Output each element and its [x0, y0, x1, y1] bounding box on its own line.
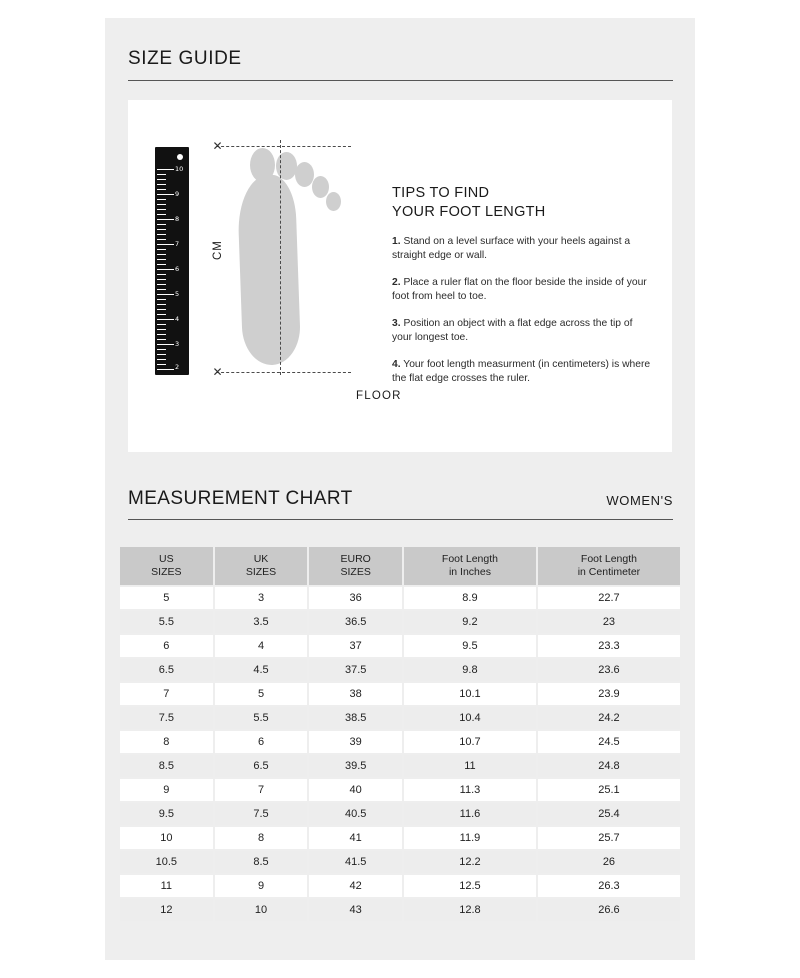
table-body	[120, 587, 680, 921]
cell-inches: 11.6	[404, 803, 536, 825]
column-header-inches	[404, 547, 536, 585]
table-row	[120, 803, 680, 825]
cell-uk: 7	[215, 779, 308, 801]
header-line: SIZES	[340, 566, 371, 578]
cell-euro: 39.5	[309, 755, 402, 777]
ruler-number: 8	[175, 215, 180, 223]
cell-centimeter: 25.7	[538, 827, 680, 849]
tip-step-text	[392, 276, 654, 304]
cell-centimeter: 23.3	[538, 635, 680, 657]
cell-euro: 37.5	[309, 659, 402, 681]
cell-inches: 9.2	[404, 611, 536, 633]
tips-heading	[392, 184, 654, 222]
measurement-chart-header	[128, 488, 673, 520]
cell-inches: 12.5	[404, 875, 536, 897]
measurement-chart-divider	[128, 519, 673, 520]
cell-uk: 7.5	[215, 803, 308, 825]
top-dashed-guide	[216, 146, 351, 147]
toe	[326, 192, 341, 211]
cell-us: 5	[120, 587, 213, 609]
tip-step-body: Your foot length measurment (in centimeters) is where the flat edge crosses the ruler.	[392, 359, 651, 384]
cell-us: 12	[120, 899, 213, 921]
column-header-euro	[309, 547, 402, 585]
cell-uk: 5.5	[215, 707, 308, 729]
table-row	[120, 635, 680, 657]
table-row	[120, 731, 680, 753]
header-line: Foot Length	[441, 553, 498, 565]
header-line: EURO	[340, 553, 371, 565]
column-header-uk	[215, 547, 308, 585]
header-line: US	[159, 553, 174, 565]
cell-centimeter: 25.1	[538, 779, 680, 801]
tip-step-text	[392, 317, 654, 345]
tip-step	[392, 358, 654, 386]
cell-euro: 38	[309, 683, 402, 705]
tip-step-text	[392, 358, 654, 386]
cell-centimeter: 23.6	[538, 659, 680, 681]
cell-centimeter: 24.2	[538, 707, 680, 729]
table-row	[120, 707, 680, 729]
cm-axis-label: CM	[212, 240, 224, 260]
size-guide-divider	[128, 80, 673, 81]
cell-euro: 40.5	[309, 803, 402, 825]
ruler-number: 5	[175, 290, 180, 298]
size-guide-title: SIZE GUIDE	[128, 48, 242, 69]
ruler-number: 3	[175, 340, 180, 348]
cell-uk: 4	[215, 635, 308, 657]
ruler-number: 6	[175, 265, 180, 273]
cell-inches: 10.4	[404, 707, 536, 729]
tip-step	[392, 276, 654, 304]
cell-uk: 3	[215, 587, 308, 609]
measurement-chart-title: MEASUREMENT CHART	[128, 488, 353, 509]
cell-inches: 11	[404, 755, 536, 777]
ruler-icon	[155, 147, 189, 375]
tips-heading-line1: TIPS TO FIND	[392, 185, 490, 201]
ruler-number: 10	[175, 165, 184, 173]
table-head	[120, 547, 680, 585]
cell-euro: 36.5	[309, 611, 402, 633]
toe	[312, 176, 329, 198]
cell-euro: 37	[309, 635, 402, 657]
cell-euro: 40	[309, 779, 402, 801]
table-row	[120, 659, 680, 681]
ruler-number: 7	[175, 240, 180, 248]
header-line: Foot Length	[580, 553, 637, 565]
cell-euro: 41.5	[309, 851, 402, 873]
ruler-number: 9	[175, 190, 180, 198]
cell-us: 10	[120, 827, 213, 849]
cell-uk: 6	[215, 731, 308, 753]
ruler-ticks	[155, 147, 189, 375]
cell-centimeter: 24.8	[538, 755, 680, 777]
cell-inches: 11.3	[404, 779, 536, 801]
cell-us: 7.5	[120, 707, 213, 729]
cell-uk: 4.5	[215, 659, 308, 681]
table-row	[120, 779, 680, 801]
cell-inches: 12.8	[404, 899, 536, 921]
table-row	[120, 755, 680, 777]
cell-inches: 9.5	[404, 635, 536, 657]
table-header-row	[120, 547, 680, 585]
tip-step-number: 1.	[392, 236, 401, 247]
toe	[250, 148, 275, 182]
foot-measure-card	[128, 100, 672, 452]
cell-uk: 5	[215, 683, 308, 705]
cell-euro: 39	[309, 731, 402, 753]
cell-euro: 41	[309, 827, 402, 849]
cell-uk: 9	[215, 875, 308, 897]
floor-label: FLOOR	[356, 390, 402, 402]
cell-inches: 12.2	[404, 851, 536, 873]
cell-us: 6	[120, 635, 213, 657]
cell-us: 6.5	[120, 659, 213, 681]
measurement-chart-gender: WOMEN'S	[606, 493, 673, 508]
cell-centimeter: 23	[538, 611, 680, 633]
size-chart-table	[118, 545, 682, 923]
cell-us: 7	[120, 683, 213, 705]
ruler-number: 4	[175, 315, 180, 323]
x-mark-bottom: ✕	[212, 365, 223, 379]
header-line: SIZES	[151, 566, 182, 578]
cell-euro: 43	[309, 899, 402, 921]
cell-us: 5.5	[120, 611, 213, 633]
cell-us: 9	[120, 779, 213, 801]
cell-us: 10.5	[120, 851, 213, 873]
ruler-number: 2	[175, 363, 180, 371]
cell-inches: 10.1	[404, 683, 536, 705]
cell-centimeter: 26.3	[538, 875, 680, 897]
cell-inches: 8.9	[404, 587, 536, 609]
header-line: SIZES	[245, 566, 277, 578]
cell-euro: 38.5	[309, 707, 402, 729]
cell-euro: 42	[309, 875, 402, 897]
cell-centimeter: 23.9	[538, 683, 680, 705]
cell-euro: 36	[309, 587, 402, 609]
cell-uk: 8	[215, 827, 308, 849]
table-row	[120, 851, 680, 873]
cell-inches: 10.7	[404, 731, 536, 753]
cell-centimeter: 26.6	[538, 899, 680, 921]
cell-uk: 10	[215, 899, 308, 921]
cell-centimeter: 24.5	[538, 731, 680, 753]
tip-step-body: Place a ruler flat on the floor beside the inside of your foot from heel to toe.	[392, 277, 647, 302]
tip-step-number: 3.	[392, 318, 401, 329]
size-guide-header	[128, 48, 673, 81]
header-line: in Inches	[448, 566, 491, 578]
table-row	[120, 899, 680, 921]
tip-step-body: Stand on a level surface with your heels against a straight edge or wall.	[392, 236, 631, 261]
tip-step-text	[392, 235, 654, 263]
bottom-dashed-guide	[216, 372, 351, 373]
header-line: in Centimeter	[577, 566, 641, 578]
cell-us: 8	[120, 731, 213, 753]
cell-inches: 11.9	[404, 827, 536, 849]
cell-uk: 3.5	[215, 611, 308, 633]
column-header-centimeter	[538, 547, 680, 585]
tip-step-body: Position an object with a flat edge across the tip of your longest toe.	[392, 318, 633, 343]
vertical-dashed-guide	[280, 140, 281, 375]
header-line: UK	[253, 553, 269, 565]
table-row	[120, 875, 680, 897]
cell-us: 9.5	[120, 803, 213, 825]
foot-silhouette-icon	[228, 130, 358, 390]
tip-step	[392, 317, 654, 345]
tips-block	[392, 184, 654, 386]
table-row	[120, 611, 680, 633]
cell-inches: 9.8	[404, 659, 536, 681]
cell-uk: 6.5	[215, 755, 308, 777]
table-row	[120, 827, 680, 849]
cell-centimeter: 22.7	[538, 587, 680, 609]
column-header-us	[120, 547, 213, 585]
toe	[295, 162, 314, 187]
table-row	[120, 587, 680, 609]
foot-sole	[237, 174, 302, 366]
cell-uk: 8.5	[215, 851, 308, 873]
cell-centimeter: 26	[538, 851, 680, 873]
x-mark-top: ✕	[212, 139, 223, 153]
tip-step	[392, 235, 654, 263]
cell-us: 8.5	[120, 755, 213, 777]
tips-heading-line2: YOUR FOOT LENGTH	[392, 204, 546, 220]
cell-us: 11	[120, 875, 213, 897]
table-row	[120, 683, 680, 705]
tip-step-number: 4.	[392, 359, 401, 370]
cell-centimeter: 25.4	[538, 803, 680, 825]
tip-step-number: 2.	[392, 277, 401, 288]
